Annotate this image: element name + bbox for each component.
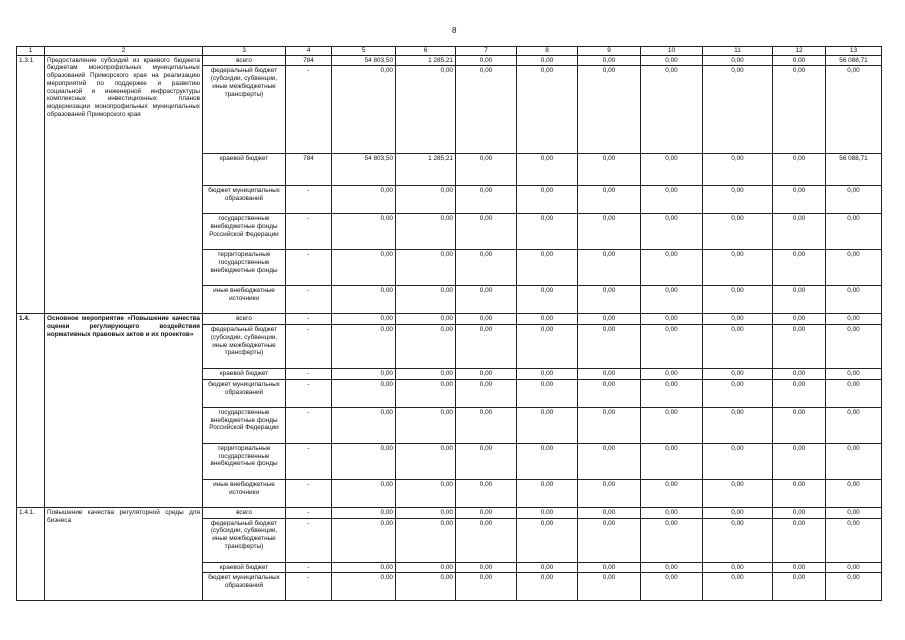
funding-source: всего (203, 507, 286, 518)
value-cell: 0,00 (641, 325, 703, 369)
value-cell: 0,00 (826, 507, 882, 518)
funding-source: иные внебюджетные источники (203, 479, 286, 507)
column-header-13: 13 (826, 47, 882, 56)
value-cell: 0,00 (826, 325, 882, 369)
value-cell: 0,00 (641, 314, 703, 325)
value-cell: 0,00 (578, 314, 641, 325)
value-cell: 0,00 (517, 186, 578, 214)
value-cell: 0,00 (703, 562, 773, 573)
funding-source: государственные внебюджетные фонды Российской Федерации (203, 214, 286, 250)
column-header-4: 4 (286, 47, 332, 56)
value-cell: 0,00 (826, 379, 882, 407)
funding-source: краевой бюджет (203, 154, 286, 186)
value-cell: 0,00 (773, 286, 826, 314)
value-cell: 0,00 (703, 154, 773, 186)
value-cell: 0,00 (456, 507, 517, 518)
value-cell: 0,00 (456, 250, 517, 286)
value-cell: 0,00 (578, 507, 641, 518)
value-cell: 0,00 (456, 325, 517, 369)
value-cell: 0,00 (641, 562, 703, 573)
value-cell: 0,00 (332, 369, 396, 380)
table-row (17, 55, 882, 66)
budget-table (16, 46, 882, 601)
value-cell: 0,00 (826, 186, 882, 214)
value-cell: 0,00 (332, 573, 396, 601)
value-cell: 0,00 (396, 369, 456, 380)
value-cell: 0,00 (703, 573, 773, 601)
value-cell: 0,00 (773, 186, 826, 214)
column-header-10: 10 (641, 47, 703, 56)
value-cell: 0,00 (773, 55, 826, 66)
value-cell: 0,00 (517, 379, 578, 407)
value-cell: 0,00 (456, 379, 517, 407)
value-cell: 0,00 (703, 507, 773, 518)
value-cell: 0,00 (703, 479, 773, 507)
value-cell: 0,00 (396, 562, 456, 573)
funding-source: бюджет муниципальных образований (203, 573, 286, 601)
value-cell: 0,00 (641, 507, 703, 518)
value-cell: 0,00 (456, 479, 517, 507)
value-cell: 0,00 (332, 507, 396, 518)
column-header-7: 7 (456, 47, 517, 56)
value-cell: 0,00 (578, 66, 641, 154)
value-cell: 0,00 (703, 55, 773, 66)
value-cell: 0,00 (641, 443, 703, 479)
value-cell: 0,00 (332, 562, 396, 573)
code-cell: - (286, 562, 332, 573)
code-cell: - (286, 286, 332, 314)
value-cell: 0,00 (826, 573, 882, 601)
item-number: 1.4.1. (17, 507, 45, 600)
value-cell: 0,00 (578, 443, 641, 479)
value-cell: 0,00 (703, 407, 773, 443)
value-cell: 0,00 (332, 286, 396, 314)
funding-source: всего (203, 55, 286, 66)
code-cell: - (286, 479, 332, 507)
code-cell: 784 (286, 55, 332, 66)
value-cell: 0,00 (826, 479, 882, 507)
value-cell: 0,00 (641, 369, 703, 380)
value-cell: 0,00 (332, 518, 396, 562)
value-cell: 0,00 (332, 479, 396, 507)
value-cell: 0,00 (396, 286, 456, 314)
value-cell: 0,00 (641, 154, 703, 186)
column-header-11: 11 (703, 47, 773, 56)
value-cell: 0,00 (641, 214, 703, 250)
value-cell: 0,00 (517, 518, 578, 562)
column-header-1: 1 (17, 47, 45, 56)
code-cell: - (286, 407, 332, 443)
funding-source: краевой бюджет (203, 562, 286, 573)
value-cell: 0,00 (517, 66, 578, 154)
value-cell: 0,00 (396, 214, 456, 250)
value-cell: 0,00 (578, 55, 641, 66)
value-cell: 0,00 (826, 407, 882, 443)
value-cell: 0,00 (578, 479, 641, 507)
value-cell: 0,00 (773, 314, 826, 325)
value-cell: 0,00 (517, 573, 578, 601)
value-cell: 0,00 (703, 250, 773, 286)
code-cell: - (286, 186, 332, 214)
value-cell: 0,00 (773, 507, 826, 518)
value-cell: 0,00 (641, 379, 703, 407)
value-cell: 0,00 (456, 407, 517, 443)
value-cell: 0,00 (826, 250, 882, 286)
value-cell: 0,00 (826, 518, 882, 562)
value-cell: 1 285,21 (396, 154, 456, 186)
value-cell: 0,00 (641, 250, 703, 286)
value-cell: 0,00 (578, 379, 641, 407)
value-cell: 0,00 (773, 369, 826, 380)
value-cell: 0,00 (641, 479, 703, 507)
code-cell: 784 (286, 154, 332, 186)
code-cell: - (286, 325, 332, 369)
value-cell: 0,00 (396, 66, 456, 154)
value-cell: 0,00 (641, 55, 703, 66)
value-cell: 0,00 (641, 66, 703, 154)
code-cell: - (286, 507, 332, 518)
value-cell: 0,00 (578, 407, 641, 443)
column-header-3: 3 (203, 47, 286, 56)
value-cell: 0,00 (578, 562, 641, 573)
value-cell: 0,00 (773, 250, 826, 286)
value-cell: 0,00 (396, 479, 456, 507)
value-cell: 0,00 (703, 325, 773, 369)
value-cell: 0,00 (578, 325, 641, 369)
value-cell: 0,00 (332, 407, 396, 443)
item-name: Повышение качества регуляторной среды для бизнеса (45, 507, 203, 600)
value-cell: 0,00 (826, 314, 882, 325)
value-cell: 0,00 (517, 479, 578, 507)
value-cell: 0,00 (332, 186, 396, 214)
value-cell: 0,00 (773, 325, 826, 369)
value-cell: 54 803,50 (332, 154, 396, 186)
value-cell: 0,00 (773, 66, 826, 154)
value-cell: 0,00 (773, 479, 826, 507)
value-cell: 0,00 (773, 214, 826, 250)
funding-source: иные внебюджетные источники (203, 286, 286, 314)
column-header-2: 2 (45, 47, 203, 56)
value-cell: 0,00 (703, 186, 773, 214)
value-cell: 56 088,71 (826, 154, 882, 186)
value-cell: 0,00 (456, 286, 517, 314)
value-cell: 0,00 (773, 562, 826, 573)
value-cell: 0,00 (641, 186, 703, 214)
value-cell: 0,00 (641, 407, 703, 443)
table-row (17, 314, 882, 325)
value-cell: 0,00 (517, 286, 578, 314)
value-cell: 0,00 (332, 314, 396, 325)
value-cell: 0,00 (826, 562, 882, 573)
value-cell: 0,00 (703, 518, 773, 562)
code-cell: - (286, 314, 332, 325)
value-cell: 0,00 (396, 507, 456, 518)
value-cell: 0,00 (703, 314, 773, 325)
value-cell: 0,00 (456, 66, 517, 154)
value-cell: 0,00 (396, 314, 456, 325)
value-cell: 0,00 (773, 154, 826, 186)
value-cell: 0,00 (517, 154, 578, 186)
column-header-9: 9 (578, 47, 641, 56)
code-cell: - (286, 66, 332, 154)
value-cell: 0,00 (396, 518, 456, 562)
code-cell: - (286, 379, 332, 407)
value-cell: 0,00 (641, 286, 703, 314)
column-header-8: 8 (517, 47, 578, 56)
value-cell: 0,00 (517, 562, 578, 573)
value-cell: 0,00 (396, 573, 456, 601)
item-name: Основное мероприятие «Повышение качества оценки регулирующего воздействия нормативных правовых актов и их проектов» (45, 314, 203, 507)
funding-source: федеральный бюджет (субсидии, субвенции, иные межбюджетные трансферты) (203, 66, 286, 154)
funding-source: государственные внебюджетные фонды Российской Федерации (203, 407, 286, 443)
value-cell: 0,00 (826, 66, 882, 154)
code-cell: - (286, 214, 332, 250)
value-cell: 0,00 (517, 55, 578, 66)
value-cell: 0,00 (578, 369, 641, 380)
value-cell: 0,00 (773, 518, 826, 562)
value-cell: 0,00 (456, 518, 517, 562)
value-cell: 0,00 (773, 573, 826, 601)
item-name: Предоставление субсидий из краевого бюджета бюджетам монопрофильных муниципальных образований Приморского края на реализацию мероприятий по поддержке и развитию социальной и инженерной инфраструктуры комплексных инвестиционных планов модернизации монопрофильных муниципальных образований Приморского края (45, 55, 203, 314)
value-cell: 0,00 (456, 214, 517, 250)
value-cell: 0,00 (456, 573, 517, 601)
value-cell: 0,00 (641, 518, 703, 562)
value-cell: 0,00 (456, 186, 517, 214)
value-cell: 54 803,50 (332, 55, 396, 66)
value-cell: 0,00 (773, 379, 826, 407)
value-cell: 0,00 (456, 154, 517, 186)
value-cell: 0,00 (703, 66, 773, 154)
funding-source: бюджет муниципальных образований (203, 379, 286, 407)
value-cell: 0,00 (826, 369, 882, 380)
value-cell: 0,00 (826, 286, 882, 314)
value-cell: 0,00 (332, 250, 396, 286)
value-cell: 0,00 (332, 379, 396, 407)
value-cell: 0,00 (517, 214, 578, 250)
funding-source: федеральный бюджет (субсидии, субвенции, иные межбюджетные трансферты) (203, 325, 286, 369)
value-cell: 0,00 (578, 286, 641, 314)
code-cell: - (286, 369, 332, 380)
value-cell: 0,00 (578, 214, 641, 250)
value-cell: 1 285,21 (396, 55, 456, 66)
value-cell: 0,00 (332, 325, 396, 369)
value-cell: 0,00 (578, 518, 641, 562)
value-cell: 0,00 (578, 573, 641, 601)
value-cell: 0,00 (703, 369, 773, 380)
value-cell: 0,00 (456, 369, 517, 380)
table-row (17, 507, 882, 518)
funding-source: территориальные государственные внебюджетные фонды (203, 250, 286, 286)
page-number: 8 (452, 26, 457, 35)
value-cell: 0,00 (456, 562, 517, 573)
value-cell: 0,00 (396, 379, 456, 407)
value-cell: 0,00 (703, 214, 773, 250)
funding-source: федеральный бюджет (субсидии, субвенции, иные межбюджетные трансферты) (203, 518, 286, 562)
value-cell: 0,00 (396, 250, 456, 286)
code-cell: - (286, 250, 332, 286)
code-cell: - (286, 573, 332, 601)
value-cell: 0,00 (332, 443, 396, 479)
code-cell: - (286, 518, 332, 562)
value-cell: 0,00 (396, 443, 456, 479)
value-cell: 0,00 (517, 250, 578, 286)
value-cell: 0,00 (641, 573, 703, 601)
value-cell: 0,00 (396, 407, 456, 443)
column-header-5: 5 (332, 47, 396, 56)
funding-source: территориальные государственные внебюджетные фонды (203, 443, 286, 479)
funding-source: всего (203, 314, 286, 325)
value-cell: 0,00 (703, 443, 773, 479)
header-row (17, 47, 882, 56)
column-header-12: 12 (773, 47, 826, 56)
value-cell: 0,00 (578, 250, 641, 286)
value-cell: 0,00 (517, 507, 578, 518)
value-cell: 0,00 (703, 379, 773, 407)
value-cell: 0,00 (517, 325, 578, 369)
value-cell: 0,00 (578, 186, 641, 214)
funding-source: бюджет муниципальных образований (203, 186, 286, 214)
value-cell: 0,00 (396, 186, 456, 214)
value-cell: 0,00 (456, 314, 517, 325)
funding-source: краевой бюджет (203, 369, 286, 380)
value-cell: 56 088,71 (826, 55, 882, 66)
value-cell: 0,00 (826, 443, 882, 479)
value-cell: 0,00 (703, 286, 773, 314)
value-cell: 0,00 (773, 443, 826, 479)
value-cell: 0,00 (517, 407, 578, 443)
value-cell: 0,00 (332, 214, 396, 250)
value-cell: 0,00 (773, 407, 826, 443)
item-number: 1.4. (17, 314, 45, 507)
value-cell: 0,00 (826, 214, 882, 250)
value-cell: 0,00 (517, 369, 578, 380)
item-number: 1.3.1 (17, 55, 45, 314)
value-cell: 0,00 (456, 443, 517, 479)
value-cell: 0,00 (332, 66, 396, 154)
value-cell: 0,00 (456, 55, 517, 66)
value-cell: 0,00 (517, 443, 578, 479)
value-cell: 0,00 (517, 314, 578, 325)
code-cell: - (286, 443, 332, 479)
value-cell: 0,00 (396, 325, 456, 369)
value-cell: 0,00 (578, 154, 641, 186)
column-header-6: 6 (396, 47, 456, 56)
